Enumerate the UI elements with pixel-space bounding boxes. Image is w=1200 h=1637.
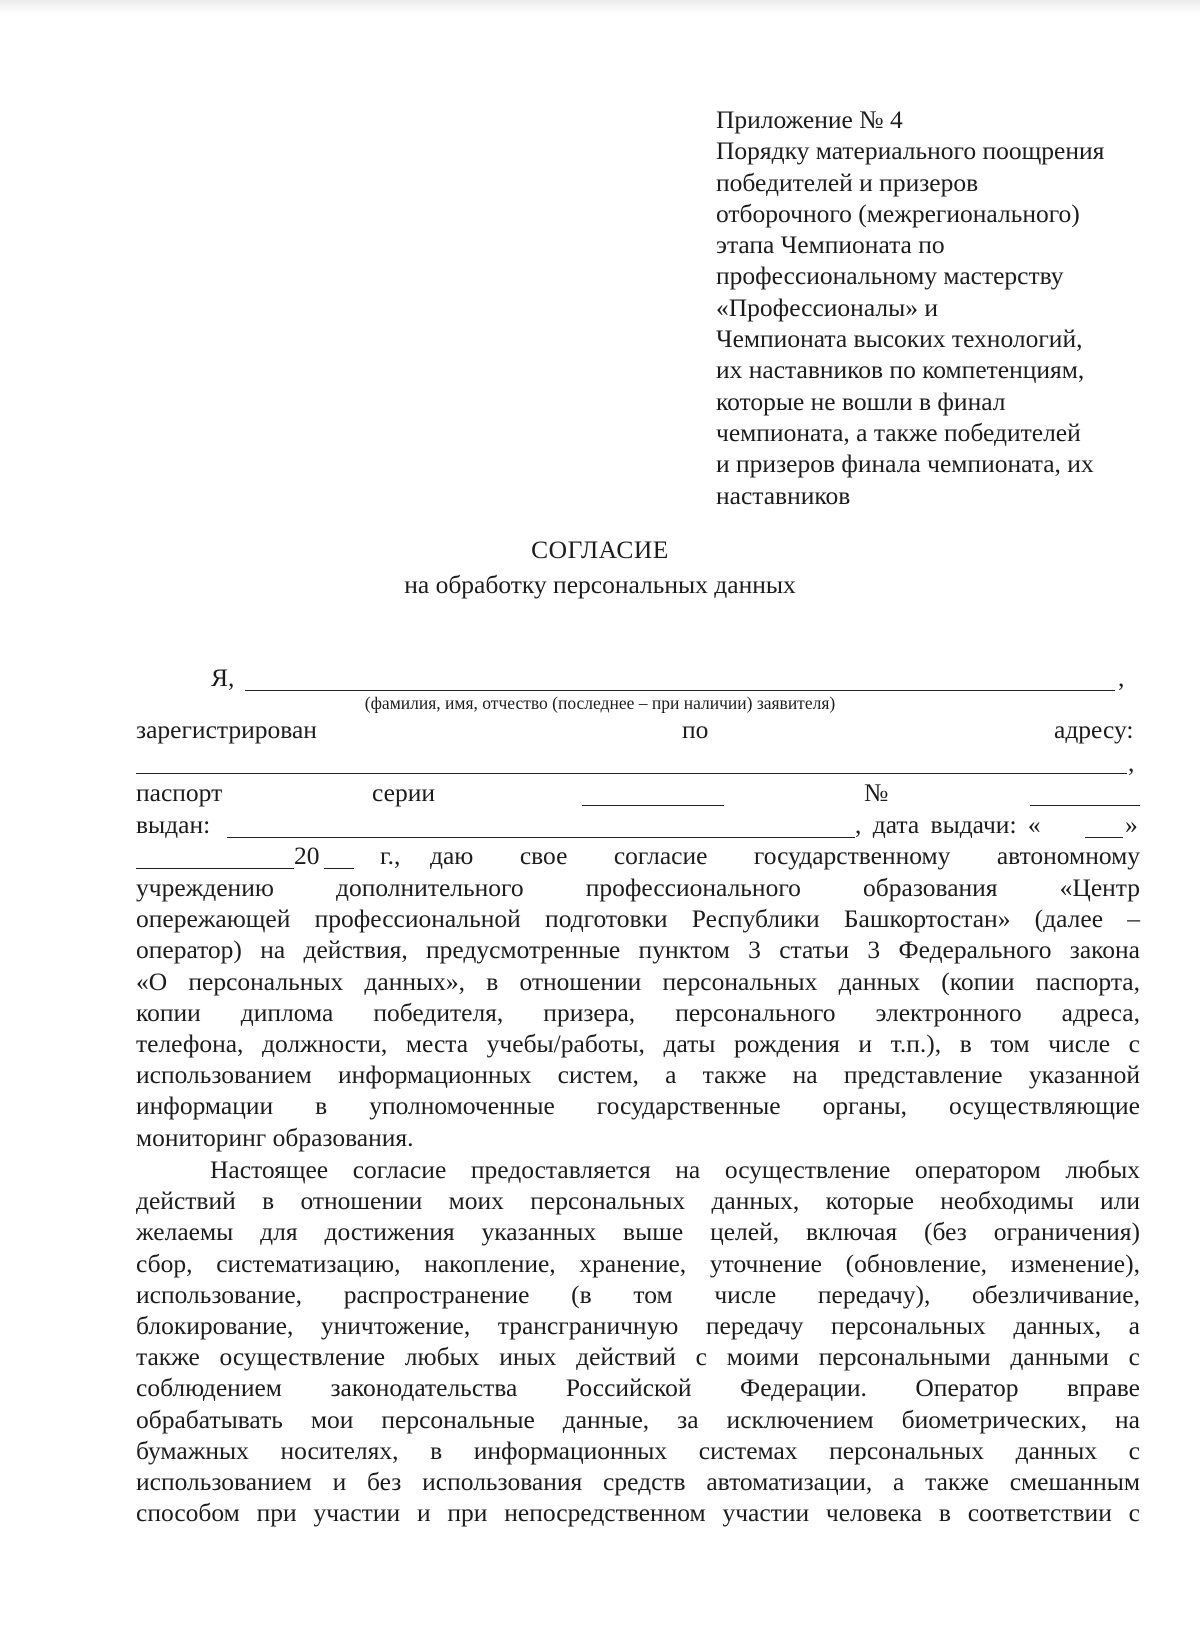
paragraph-line: обрабатывать мои персональные данные, за исключением биометрических, на — [136, 1404, 1140, 1434]
issue-day-field[interactable] — [1085, 837, 1123, 838]
paragraph1-first-line: даю свое согласие государственному автономному — [430, 841, 1140, 870]
appendix-line: Чемпионата высоких технологий, — [716, 324, 1083, 354]
series-label: серии — [372, 778, 435, 807]
name-field-hint: (фамилия, имя, отчество (последнее – при наличии) заявителя) — [364, 693, 836, 713]
paragraph-line: желаемы для достижения указанных выше целей, включая (без ограничения) — [136, 1217, 1140, 1247]
appendix-line: «Профессионалы» и — [716, 292, 938, 322]
paragraph-line: действий в отношении моих персональных данных, которые необходимы или — [136, 1186, 1140, 1216]
passport-label: паспорт — [136, 778, 223, 807]
paragraph-line: копии диплома победителя, призера, персонального электронного адреса, — [136, 997, 1140, 1027]
appendix-line: и призеров финала чемпионата, их — [716, 449, 1094, 479]
year-suffix: г., — [380, 841, 401, 870]
paragraph-line: также осуществление любых иных действий с моими персональными данными с — [136, 1342, 1140, 1372]
appendix-header — [716, 104, 1186, 511]
paragraph-line: телефона, должности, места учебы/работы, даты рождения и т.п.), в том числе с — [136, 1028, 1140, 1058]
document-subtitle: на обработку персональных данных — [404, 570, 796, 599]
paragraph-line: сбор, систематизацию, накопление, хранение, уточнение (обновление, изменение), — [136, 1248, 1140, 1278]
appendix-line: которые не вошли в финал — [716, 386, 1006, 416]
paragraph-line: использованием и без использования средств автоматизации, а также смешанным — [136, 1466, 1140, 1496]
paragraph-line: опережающей профессиональной подготовки Республики Башкортостан» (далее – — [136, 904, 1140, 934]
issue-year-field[interactable] — [324, 868, 354, 869]
issue-date-label: , дата выдачи: « — [855, 810, 1041, 839]
registered-label: зарегистрирован — [136, 715, 317, 744]
document-title: СОГЛАСИЕ — [531, 535, 669, 564]
paragraph-consent-operator — [136, 872, 1140, 1153]
paragraph-line: использование, распространение (в том числе передачу), обезличивание, — [136, 1279, 1140, 1309]
appendix-line: победителей и призеров — [716, 167, 979, 197]
issue-date-close: » — [1125, 810, 1138, 839]
appendix-line: профессиональному мастерству — [716, 261, 1064, 291]
paragraph-line: соблюдением законодательства Российской Федерации. Оператор вправе — [136, 1373, 1140, 1403]
appendix-line: Приложение № 4 — [716, 105, 903, 134]
paragraph-line: мониторинг образования. — [136, 1122, 414, 1152]
paragraph-line: использованием информационных систем, а также на представление указанной — [136, 1060, 1140, 1090]
paragraph-line: бумажных носителях, в информационных системах персональных данных с — [136, 1435, 1140, 1465]
address-comma: , — [1128, 748, 1135, 777]
address-field[interactable] — [136, 773, 1127, 774]
po-label: по — [682, 715, 709, 744]
paragraph-line: учреждению дополнительного профессионального образования «Центр — [136, 873, 1140, 902]
address-label: адресу: — [1054, 715, 1134, 744]
number-label: № — [864, 778, 889, 807]
paragraph-line: оператор) на действия, предусмотренные пунктом 3 статьи 3 Федерального закона — [136, 935, 1140, 965]
year-prefix: 20 — [294, 841, 320, 870]
issue-month-field[interactable] — [136, 868, 294, 869]
appendix-line: чемпионата, а также победителей — [716, 417, 1081, 447]
appendix-line: их наставников по компетенциям, — [716, 355, 1085, 385]
name-comma: , — [1118, 663, 1125, 692]
appendix-line: Порядку материального поощрения — [716, 136, 1105, 166]
issued-label: выдан: — [136, 810, 211, 839]
issued-by-field[interactable] — [227, 837, 855, 838]
ya-label: Я, — [211, 663, 235, 692]
paragraph-line: способом при участии и при непосредственном участии человека в соответствии с — [136, 1498, 1140, 1528]
passport-number-field[interactable] — [1030, 805, 1140, 806]
paragraph-line: блокирование, уничтожение, трансграничную передачу персональных данных, а — [136, 1310, 1140, 1340]
passport-series-field[interactable] — [582, 805, 724, 806]
paragraph-line: Настоящее согласие предоставляется на осуществление оператором любых — [210, 1155, 1140, 1184]
appendix-line: этапа Чемпионата по — [716, 230, 945, 260]
paragraph-line: «О персональных данных», в отношении персональных данных (копии паспорта, — [136, 966, 1140, 996]
applicant-name-field[interactable] — [245, 690, 1115, 691]
scan-edge-shadow — [0, 0, 1200, 14]
appendix-line: наставников — [716, 480, 851, 510]
appendix-line: отборочного (межрегионального) — [716, 198, 1080, 228]
paragraph-line: информации в уполномоченные государственные органы, осуществляющие — [136, 1091, 1140, 1121]
paragraph-consent-scope — [136, 1154, 1140, 1528]
